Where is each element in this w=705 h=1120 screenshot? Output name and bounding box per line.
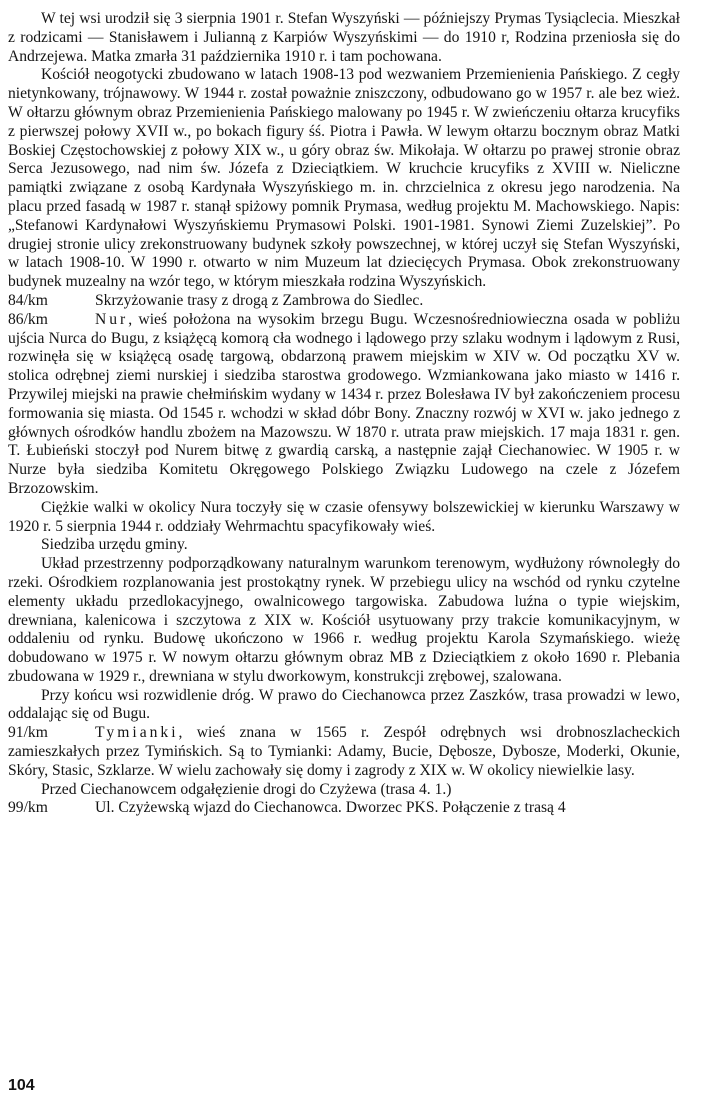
km-marker: 86/km [8,310,48,328]
paragraph-fork: Przy końcu wsi rozwidlenie dróg. W prawo do Ciechanowca przez Zaszków, trasa prowadzi w lewo, oddalając się od Bugu. [8,686,680,723]
km-marker: 99/km [8,799,48,817]
paragraph-church: Kościół neogotycki zbudowano w latach 1908-13 pod wezwaniem Przemienienia Pańskiego. Z cegły nietynkowany, trójnawowy. W 1944 r. został poważnie zniszczony, odbudowano go w 1957 r. ale bez wież. W ołtarzu głównym obraz Przemienienia Pańskiego malowany po 1945 r. W zwieńczeniu ołtarza krucyfiks z pierwszej połowy XVII w., po bokach figury śś. Piotra i Pawła. W lewym ołtarzu bocznym obraz Matki Boskiej Częstochowskiej z połowy XIX w., u góry obraz św. Mikołaja. W ołtarzu po prawej stronie obraz Serca Jezusowego, nad nim św. Józefa z Dzieciątkiem. W kruchcie krucyfiks z XVIII w. Nieliczne pamiątki związane z osobą Kardynała Wyszyńskiego m. in. chrzcielnica z okresu jego narodzenia. Na placu przed fasadą w 1987 r. stanął spiżowy pomnik Prymasa, według projektu M. Machowskiego. Napis: „Stefanowi Kardynałowi Wyszyńskiemu Prymasowi Polski. 1901-1981. Synowi Ziemi Zuzelskiej”. Po drugiej stronie ulicy zrekonstruowany budynek szkoły powszechnej, w której uczył się Stefan Wyszyński, w latach 1908-10. W 1990 r. otwarto w nim Muzeum lat dziecięcych Prymasa. Obok zrekonstruowany budynek muzealny na wzór tego, w którym mieszkała rodzina Wyszyńskich. [8,66,680,291]
paragraph-battles: Ciężkie walki w okolicy Nura toczyły się w czasie ofensywy bolszewickiej w kierunku Warszawy w 1920 r. 5 sierpnia 1944 r. oddziały Wehrmachtu spacyfikowały wieś. [8,498,680,535]
page-number: 104 [8,1077,35,1094]
entry-text: , wieś położona na wysokim brzegu Bugu. Wczesnośredniowieczna osada w pobliżu ujścia Nurca do Bugu, z książęcą komorą cła wodnego i lądowego przy szlaku wodnym i lądowym z Rusi, rozwinęła się w książęcą osadę targową, obdarzoną prawem miejskim w XIV w. Od początku XV w. stolica odrębnej ziemi nurskiej i siedziba starostwa grodowego. Wzmiankowana jako miasto w 1416 r. Przywilej miejski na prawie chełmińskim wydany w 1434 r. przez Bolesława IV był zakończeniem procesu formowania się miasta. Od 1545 r. wchodzi w skład dóbr Bony. Znaczny rozwój w XVI w. jako jednego z głównych ośrodków handlu zbożem na Mazowszu. W 1870 r. utrata praw miejskich. 17 maja 1831 r. gen. T. Łubieński stoczył pod Nurem bitwę z gwardią carską, a następnie zajął Ciechanowiec. W 1905 r. w Nurze była siedziba Komitetu Okręgowego Polskiego Związku Ludowego na czele z Józefem Brzozowskim. [8,310,680,497]
entry-86km-nur [8,311,680,499]
text-column [8,10,680,818]
entry-text: Skrzyżowanie trasy z drogą z Zambrowa do Siedlec. [95,291,424,309]
paragraph-birthplace: W tej wsi urodził się 3 sierpnia 1901 r. Stefan Wyszyński — późniejszy Prymas Tysiąclecia. Mieszkał z rodzicami — Stanisławem i Julianną z Karpiów Wyszyńskimi — do 1910 r, Rodzina przeniosła się do Andrzejewa. Matka zmarła 31 października 1910 r. i tam pochowana. [8,10,680,65]
paragraph-gmina: Siedziba urzędu gminy. [41,536,188,554]
entry-84km [8,292,680,311]
km-marker: 84/km [8,291,48,309]
paragraph-layout: Układ przestrzenny podporządkowany naturalnym warunkom terenowym, wydłużony równoległy do rzeki. Ośrodkiem rozplanowania jest prostokątny rynek. W przebiegu ulicy na wschód od rynku czytelne elementy układu przedlokacyjnego, owalnicowego targowiska. Zabudowa luźna o typie wiejskim, drewniana, kalenicowa i szczytowa z XIX w. Kościół usytuowany przy trakcie komunikacyjnym, w oddaleniu od rynku. Budowę ukończono w 1966 r. według projektu Karola Szymańskiego. wieżę dobudowano w 1975 r. W nowym ołtarzu głównym obraz MB z Dzieciątkiem z około 1690 r. Plebania zbudowana w 1929 r., drewniana w stylu dworkowym, konstrukcji zrębowej, szalowana. [8,555,680,685]
entry-text: , wieś znana w 1565 r. Zespół odrębnych wsi drobnoszlacheckich zamieszkałych przez Tymińskich. Są to Tymianki: Adamy, Bucie, Dębosze, Dybosze, Moderki, Okunie, Skóry, Stasic, Szklarze. W wielu zachowały się domy i zagrody z XIX w. W okolicy niewielkie lasy. [8,724,680,779]
entry-99km [8,799,680,818]
entry-91km-tymianki [8,724,680,780]
place-name-tymianki: Tymianki [95,724,179,742]
paragraph-czyzew-branch: Przed Ciechanowcem odgałęzienie drogi do Czyżewa (trasa 4. 1.) [41,780,452,798]
km-marker: 91/km [8,724,48,742]
place-name-nur: Nur [95,310,129,328]
entry-text: Ul. Czyżewską wjazd do Ciechanowca. Dworzec PKS. Połączenie z trasą 4 [95,799,566,817]
